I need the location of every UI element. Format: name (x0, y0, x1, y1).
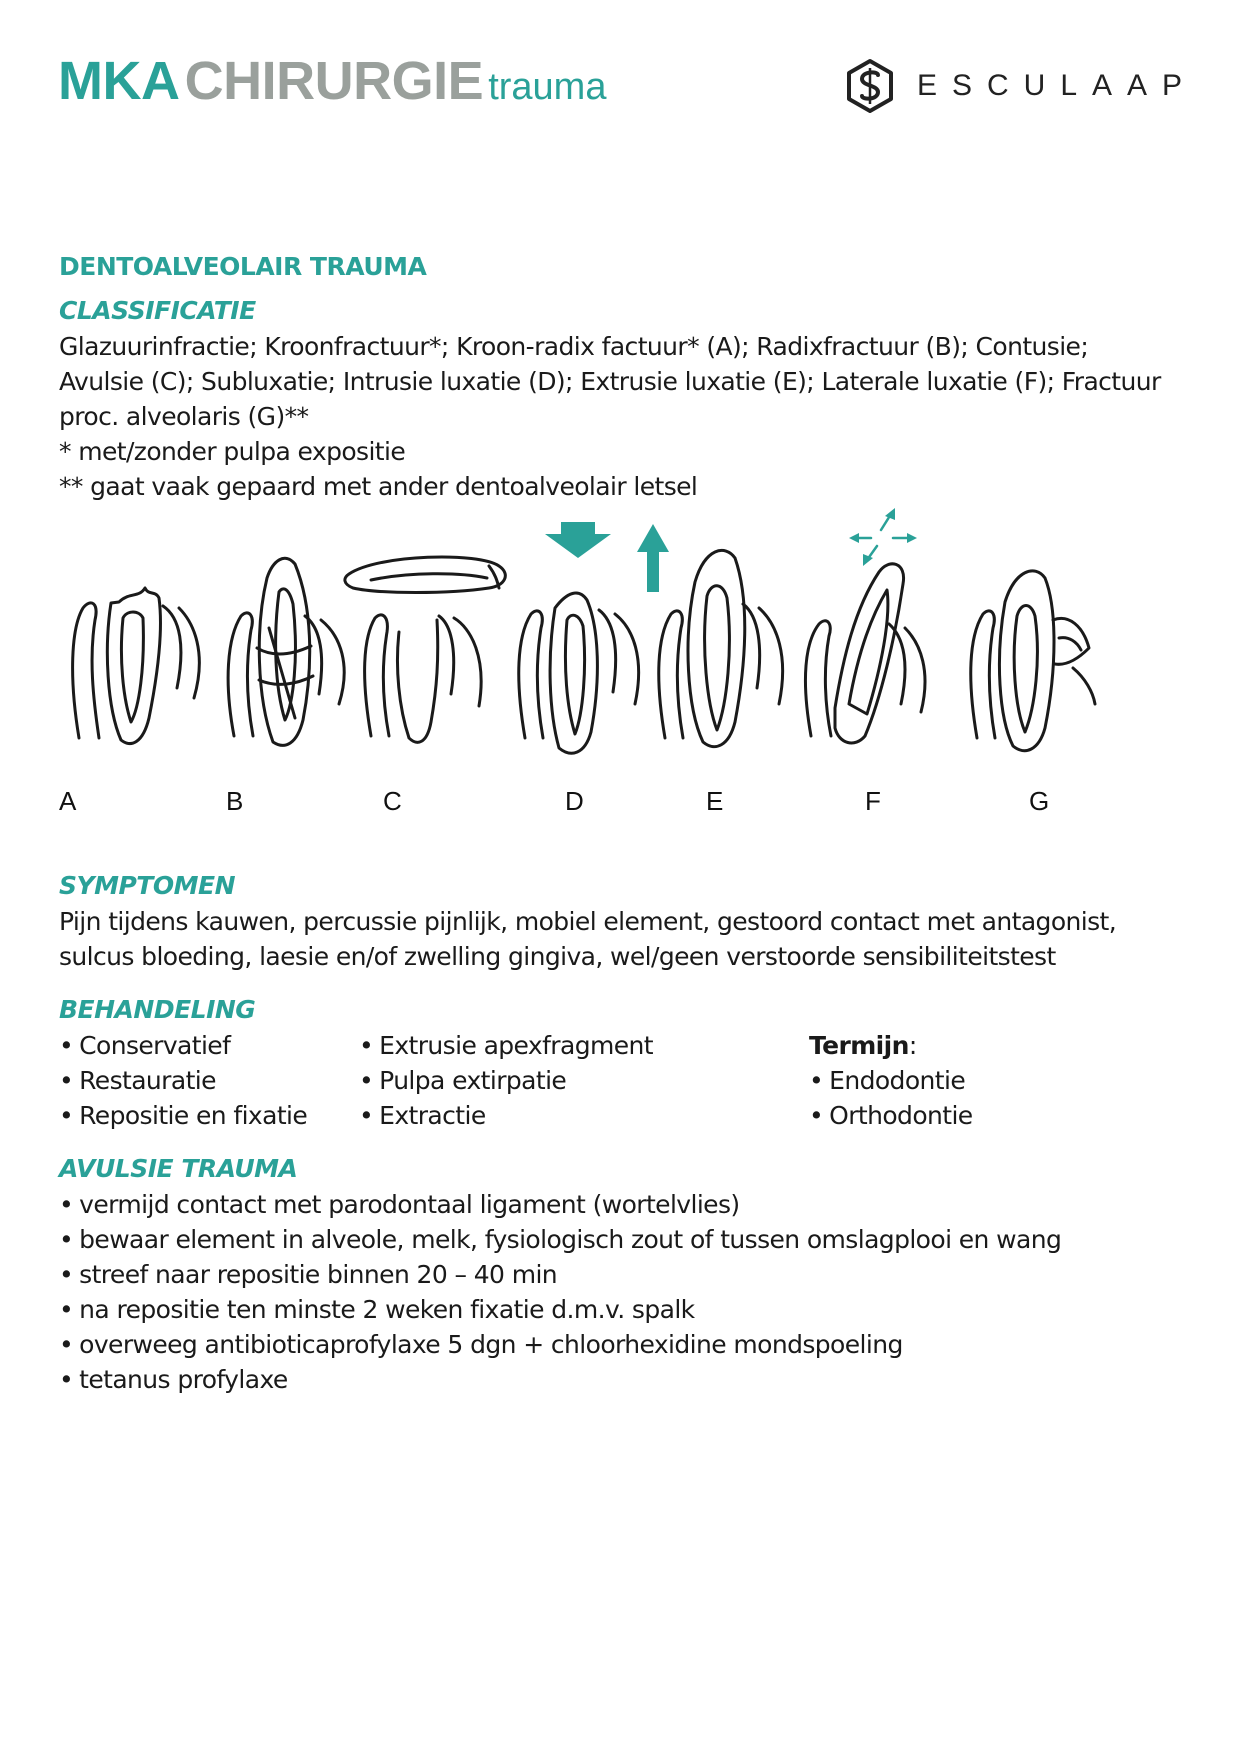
lateral-movement-arrows (849, 508, 917, 566)
header-title-mka: MKA (58, 51, 180, 111)
figure-label-g: G (1029, 786, 1050, 816)
behandeling-columns (59, 1028, 1189, 1133)
list-item: • Orthodontie (809, 1098, 1189, 1133)
list-item: • Restauratie (59, 1063, 359, 1098)
page-header (58, 50, 606, 112)
esculaap-logo-icon (845, 58, 895, 114)
tooth-illustration-f (805, 564, 925, 743)
tooth-illustration-a (73, 588, 200, 744)
figure-label-d: D (565, 786, 584, 816)
extrusion-arrow (637, 524, 669, 592)
figure-label-f: F (865, 786, 881, 816)
figure-label-a: A (59, 786, 77, 816)
symptomen-line: Pijn tijdens kauwen, percussie pijnlijk, mobiel element, gestoord contact met antagonist, (59, 907, 1117, 936)
tooth-illustration-c (345, 557, 505, 742)
classificatie-text (59, 329, 1189, 504)
termijn-list (809, 1063, 1189, 1133)
tooth-illustration-d (519, 593, 639, 753)
esculaap-logo (845, 58, 1197, 114)
symptomen-heading: SYMPTOMEN (59, 871, 235, 900)
termijn-label: Termijn (809, 1031, 909, 1060)
behandeling-list-2 (359, 1028, 809, 1133)
classificatie-footnote: ** gaat vaak gepaard met ander dentoalveolair letsel (59, 472, 698, 501)
list-item: • bewaar element in alveole, melk, fysiologisch zout of tussen omslagplooi en wang (59, 1222, 1189, 1257)
page-title: DENTOALVEOLAIR TRAUMA (59, 252, 427, 281)
classificatie-heading: CLASSIFICATIE (59, 296, 256, 325)
behandeling-list-1 (59, 1028, 359, 1133)
avulsie-list (59, 1187, 1189, 1397)
tooth-trauma-figure (59, 508, 1189, 868)
classificatie-line: proc. alveolaris (G)** (59, 402, 309, 431)
header-title-chirurgie: CHIRURGIE (184, 51, 484, 111)
esculaap-logo-text: ESCULAAP (917, 69, 1198, 102)
header-subtitle: trauma (488, 66, 607, 108)
figure-label-c: C (383, 786, 402, 816)
figure-label-b: B (226, 786, 244, 816)
classificatie-line: Glazuurinfractie; Kroonfractuur*; Kroon-radix factuur* (A); Radixfractuur (B); Contusie; (59, 332, 1089, 361)
list-item: • tetanus profylaxe (59, 1362, 1189, 1397)
list-item: • Repositie en fixatie (59, 1098, 359, 1133)
avulsie-heading: AVULSIE TRAUMA (59, 1154, 298, 1183)
list-item: • overweeg antibioticaprofylaxe 5 dgn + chloorhexidine mondspoeling (59, 1327, 1189, 1362)
termijn-colon: : (908, 1031, 917, 1060)
list-item: • Pulpa extirpatie (359, 1063, 809, 1098)
symptomen-line: sulcus bloeding, laesie en/of zwelling gingiva, wel/geen verstoorde sensibiliteitstest (59, 942, 1056, 971)
tooth-trauma-illustrations (59, 508, 1189, 778)
termijn-column (809, 1028, 1189, 1133)
tooth-illustration-g (971, 571, 1095, 751)
intrusion-arrow (545, 522, 611, 558)
symptomen-text (59, 904, 1189, 974)
list-item: • Conservatief (59, 1028, 359, 1063)
list-item: • vermijd contact met parodontaal ligament (wortelvlies) (59, 1187, 1189, 1222)
classificatie-footnote: * met/zonder pulpa expositie (59, 437, 406, 466)
figure-label-e: E (706, 786, 724, 816)
tooth-illustration-b (228, 558, 344, 745)
tooth-illustration-e (659, 550, 783, 746)
termijn-title (809, 1028, 1189, 1063)
classificatie-line: Avulsie (C); Subluxatie; Intrusie luxatie (D); Extrusie luxatie (E); Laterale luxatie (F); Fractuur (59, 367, 1161, 396)
list-item: • Extractie (359, 1098, 809, 1133)
list-item: • streef naar repositie binnen 20 – 40 min (59, 1257, 1189, 1292)
main-content (59, 252, 1189, 1397)
behandeling-heading: BEHANDELING (59, 995, 256, 1024)
list-item: • Extrusie apexfragment (359, 1028, 809, 1063)
list-item: • Endodontie (809, 1063, 1189, 1098)
list-item: • na repositie ten minste 2 weken fixatie d.m.v. spalk (59, 1292, 1189, 1327)
